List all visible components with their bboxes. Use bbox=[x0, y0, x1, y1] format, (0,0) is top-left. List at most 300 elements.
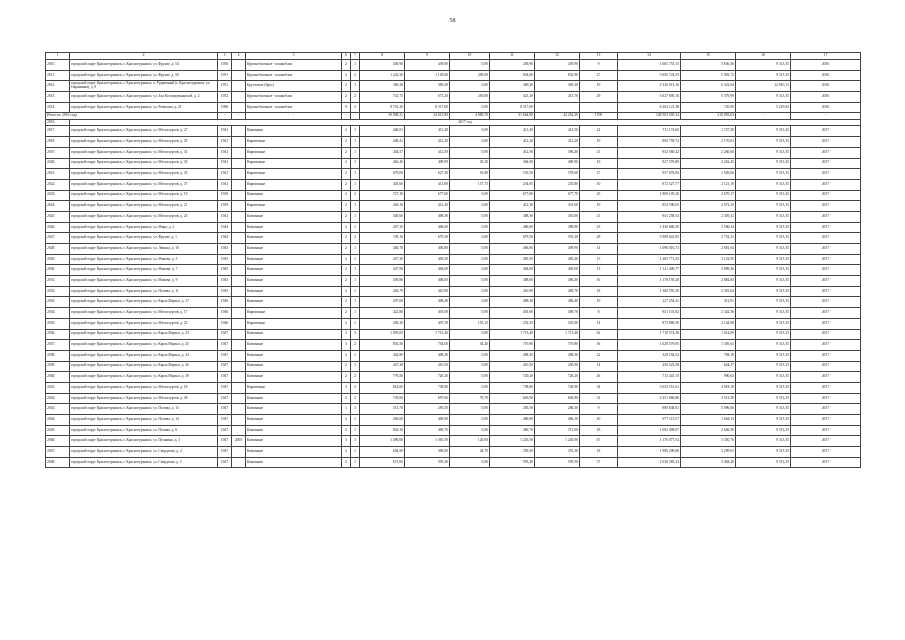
cell-en: 1 bbox=[351, 126, 360, 137]
cell-addr: городской округ Краснотурьинск, г. Краснотурьинск, ул. Карла Маркса, д. 25 bbox=[70, 340, 218, 351]
cell-yr: 2016 bbox=[791, 102, 861, 113]
cell-y2 bbox=[232, 244, 246, 255]
cell-n: 2024. bbox=[46, 201, 70, 212]
cell-yr: 2017 bbox=[791, 425, 861, 436]
cell-a2: 697,60 bbox=[405, 393, 450, 404]
cell-cost: 2 026 583,23 bbox=[618, 457, 681, 468]
cell-mat: Каменные bbox=[246, 233, 342, 244]
cell-yr: 2016 bbox=[791, 92, 861, 103]
cell-a5: 286,30 bbox=[535, 404, 580, 415]
cell-a5: 719,80 bbox=[535, 340, 580, 351]
total-cell-d2: ‐ bbox=[232, 113, 246, 120]
cell-p: 18 bbox=[580, 286, 618, 297]
table-row bbox=[46, 415, 861, 426]
table-row bbox=[46, 233, 861, 244]
cell-addr: городской округ Краснотурьинск, г. Краснотурьинск, ул. Металлургов, д. 29 bbox=[70, 137, 218, 148]
total-cell-d4: ‐ bbox=[342, 113, 351, 120]
cell-n: 2043. bbox=[46, 404, 70, 415]
cell-n: 2010. bbox=[46, 60, 70, 71]
cell-addr: городской округ Краснотурьинск, г. Краснотурьинск, ул. Попова, д. 13 bbox=[70, 404, 218, 415]
cell-n: 2018. bbox=[46, 137, 70, 148]
cell-addr: городской округ Краснотурьинск, г. Краснотурьинск, ул. Фрунзе, д. 1 bbox=[70, 233, 218, 244]
year-row-number: 2016. bbox=[46, 120, 70, 126]
cell-en: 1 bbox=[351, 447, 360, 458]
cell-a2: 369,20 bbox=[405, 81, 450, 92]
cell-yr: 2017 bbox=[791, 211, 861, 222]
cell-n: 2020. bbox=[46, 158, 70, 169]
cell-addr: городской округ Краснотурьинск, г. Краснотурьинск, ул. Металлургов, д. 23 bbox=[70, 211, 218, 222]
cell-addr: городской округ Краснотурьинск, г. Краснотурьинск, ул. Зои Космодемьянской, д. 2 bbox=[70, 92, 218, 103]
cell-a4: 254,05 bbox=[490, 179, 535, 190]
cell-a3: 0,00 bbox=[450, 329, 490, 340]
cell-a2: 469,70 bbox=[405, 425, 450, 436]
total-cell-a1: 39 098,21 bbox=[360, 113, 405, 120]
cell-cost: 941 101,82 bbox=[618, 308, 681, 319]
cell-mat: Кирпичные bbox=[246, 158, 342, 169]
cell-en: 1 bbox=[351, 286, 360, 297]
table-row bbox=[46, 81, 861, 92]
header-cell: 4 bbox=[232, 53, 246, 60]
cell-a3: 0,00 bbox=[450, 126, 490, 137]
cell-n: 2012. bbox=[46, 81, 70, 92]
cell-en: 3 bbox=[351, 393, 360, 404]
header-cell: 16 bbox=[736, 53, 791, 60]
cell-a3: 157,75 bbox=[450, 179, 490, 190]
cell-mat: Каменные bbox=[246, 425, 342, 436]
table-row bbox=[46, 361, 861, 372]
total-cell-d1: ‐ bbox=[218, 113, 232, 120]
cell-fl: 2 bbox=[342, 308, 351, 319]
cell-en: 1 bbox=[351, 137, 360, 148]
cell-y2 bbox=[232, 350, 246, 361]
cell-en: 1 bbox=[351, 222, 360, 233]
cell-yr: 2017 bbox=[791, 222, 861, 233]
cell-fl: 2 bbox=[342, 60, 351, 71]
total-cell-spec: 210 093,63 bbox=[681, 113, 736, 120]
cell-max: 9 313,35 bbox=[736, 318, 791, 329]
cell-mat: Каменные bbox=[246, 254, 342, 265]
cell-fl: 2 bbox=[342, 92, 351, 103]
cell-a4: 720,20 bbox=[490, 372, 535, 383]
cell-fl: 2 bbox=[342, 211, 351, 222]
cell-a2: 406,00 bbox=[405, 222, 450, 233]
cell-en: 3 bbox=[351, 436, 360, 447]
cell-a3: 155,15 bbox=[450, 318, 490, 329]
cell-y2 bbox=[232, 415, 246, 426]
cell-y: 1950 bbox=[218, 60, 232, 71]
cell-max: 9 313,35 bbox=[736, 286, 791, 297]
cell-a1: 440,60 bbox=[360, 211, 405, 222]
cell-max: 9 313,35 bbox=[736, 201, 791, 212]
table-row bbox=[46, 308, 861, 319]
cell-yr: 2017 bbox=[791, 415, 861, 426]
cell-yr: 2017 bbox=[791, 350, 861, 361]
header-cell: 11 bbox=[490, 53, 535, 60]
cell-en: 1 bbox=[351, 211, 360, 222]
cell-yr: 2017 bbox=[791, 447, 861, 458]
cell-max: 9 313,35 bbox=[736, 308, 791, 319]
cell-addr: городской округ Краснотурьинск, г. Краснотурьинск, ул. Металлургов, д. 33 bbox=[70, 158, 218, 169]
cell-a4: 719,80 bbox=[490, 340, 535, 351]
cell-n: 2040. bbox=[46, 372, 70, 383]
cell-a4: 421,20 bbox=[490, 92, 535, 103]
cell-fl: 2 bbox=[342, 318, 351, 329]
cell-a4: 469,70 bbox=[490, 425, 535, 436]
cell-addr: городской округ Краснотурьинск, г. Краснотурьинск, ул. Металлургов, д. 49 bbox=[70, 393, 218, 404]
cell-max: 9 313,35 bbox=[736, 361, 791, 372]
cell-a1: 437,30 bbox=[360, 254, 405, 265]
cell-y2 bbox=[232, 60, 246, 71]
cell-a2: 627,30 bbox=[405, 169, 450, 180]
cell-p: 29 bbox=[580, 92, 618, 103]
cell-max: 9 313,35 bbox=[736, 137, 791, 148]
cell-p: 22 bbox=[580, 126, 618, 137]
table-row bbox=[46, 382, 861, 393]
cell-y: 1947 bbox=[218, 372, 232, 383]
cell-fl: 2 bbox=[342, 425, 351, 436]
total-cell-label: Итого по 2016 году bbox=[46, 113, 218, 120]
cell-a5: 413,70 bbox=[535, 92, 580, 103]
cell-en: 1 bbox=[351, 350, 360, 361]
cell-yr: 2017 bbox=[791, 297, 861, 308]
cell-y: 1939 bbox=[218, 190, 232, 201]
cell-y: 1947 bbox=[218, 436, 232, 447]
cell-addr: городской округ Краснотурьинск, г. Краснотурьинск, ул. Металлургов, д. 19 bbox=[70, 190, 218, 201]
cell-a5: 389,90 bbox=[535, 222, 580, 233]
cell-addr: городской округ Краснотурьинск, г. Краснотурьинск, ул. Металлургов, д. 31 bbox=[70, 147, 218, 158]
cell-max: 9 313,35 bbox=[736, 457, 791, 468]
cell-spec: 2 260,60 bbox=[681, 147, 736, 158]
cell-n: 2029. bbox=[46, 254, 70, 265]
cell-a5: 371,00 bbox=[535, 425, 580, 436]
cell-fl: 2 bbox=[342, 190, 351, 201]
cell-fl: 1 bbox=[342, 404, 351, 415]
cell-max: 9 313,35 bbox=[736, 211, 791, 222]
cell-y: 1945 bbox=[218, 254, 232, 265]
cell-cost: 1 665 753,15 bbox=[618, 60, 681, 71]
cell-a4: 738,80 bbox=[490, 382, 535, 393]
cell-a2: 1 365,50 bbox=[405, 436, 450, 447]
cell-a4: 412,30 bbox=[490, 201, 535, 212]
cell-a4: 626,90 bbox=[490, 393, 535, 404]
cell-spec: 5 002,72 bbox=[681, 70, 736, 81]
cell-a3: 0,00 bbox=[450, 222, 490, 233]
total-row bbox=[46, 113, 861, 120]
cell-cost: 3 633 551,61 bbox=[618, 382, 681, 393]
cell-y2 bbox=[232, 81, 246, 92]
cell-en: 1 bbox=[351, 179, 360, 190]
cell-fl: 2 bbox=[342, 297, 351, 308]
cell-mat: Крупноблочные ‐ шлакоблок bbox=[246, 60, 342, 71]
cell-max: 12 010,13 bbox=[736, 81, 791, 92]
table-row bbox=[46, 147, 861, 158]
cell-n: 2017. bbox=[46, 126, 70, 137]
cell-a5: 1 713,40 bbox=[535, 329, 580, 340]
cell-a2: 410,90 bbox=[405, 286, 450, 297]
cell-a4: 369,20 bbox=[490, 81, 535, 92]
cell-a1: 311,70 bbox=[360, 404, 405, 415]
cell-y: 1945 bbox=[218, 276, 232, 287]
cell-y: 1941 bbox=[218, 158, 232, 169]
cell-yr: 2017 bbox=[791, 254, 861, 265]
cell-y2 bbox=[232, 340, 246, 351]
cell-en: 1 bbox=[351, 201, 360, 212]
cell-max: 9 313,35 bbox=[736, 60, 791, 71]
cell-cost: 1 265 771,43 bbox=[618, 254, 681, 265]
cell-a5: 369,20 bbox=[535, 81, 580, 92]
cell-a3: 0,00 bbox=[450, 233, 490, 244]
cell-spec: 6 322,64 bbox=[681, 81, 736, 92]
table-row bbox=[46, 70, 861, 81]
cell-n: 2023. bbox=[46, 190, 70, 201]
cell-addr: городской округ Краснотурьинск, г. Краснотурьинск, ул. Свердлова, д. 5 bbox=[70, 457, 218, 468]
housing-table-container bbox=[45, 52, 860, 468]
cell-a1: 741,75 bbox=[360, 92, 405, 103]
cell-cost: 677 115,57 bbox=[618, 415, 681, 426]
cell-a1: 422,80 bbox=[360, 308, 405, 319]
cell-n: 2041. bbox=[46, 382, 70, 393]
cell-fl: 2 bbox=[342, 126, 351, 137]
table-row bbox=[46, 276, 861, 287]
header-cell: 9 bbox=[405, 53, 450, 60]
cell-a5: 406,30 bbox=[535, 276, 580, 287]
cell-a2: 408,30 bbox=[405, 211, 450, 222]
cell-a4: 406,80 bbox=[490, 244, 535, 255]
cell-fl: 2 bbox=[342, 372, 351, 383]
cell-a4: 406,90 bbox=[490, 415, 535, 426]
cell-n: 2048. bbox=[46, 457, 70, 468]
cell-y2 bbox=[232, 308, 246, 319]
cell-a1: 842,10 bbox=[360, 425, 405, 436]
cell-a1: 443,79 bbox=[360, 286, 405, 297]
cell-y: 1939 bbox=[218, 201, 232, 212]
cell-addr: городской округ Краснотурьинск, г. Краснотурьинск, ул. Карла Маркса, д. 36 bbox=[70, 361, 218, 372]
cell-addr: городской округ Краснотурьинск, г. Краснотурьинск, ул. Карла Маркса, д. 34 bbox=[70, 350, 218, 361]
cell-a3: 0,00 bbox=[450, 350, 490, 361]
cell-yr: 2017 bbox=[791, 169, 861, 180]
cell-a2: 406,90 bbox=[405, 415, 450, 426]
cell-a2: 409,99 bbox=[405, 158, 450, 169]
cell-fl: 3 bbox=[342, 436, 351, 447]
cell-a4: 535,50 bbox=[490, 169, 535, 180]
cell-y: 1941 bbox=[218, 179, 232, 190]
cell-a3: 0,00 bbox=[450, 457, 490, 468]
table-row bbox=[46, 340, 861, 351]
cell-a1: 835,50 bbox=[360, 340, 405, 351]
cell-max: 9 313,35 bbox=[736, 265, 791, 276]
cell-mat: Кирпичные bbox=[246, 137, 342, 148]
cell-a4: 408,30 bbox=[490, 350, 535, 361]
cell-a3: 0,00 bbox=[450, 276, 490, 287]
cell-a4: 285,50 bbox=[490, 404, 535, 415]
table-row bbox=[46, 286, 861, 297]
cell-a3: 0,00 bbox=[450, 372, 490, 383]
cell-yr: 2016 bbox=[791, 81, 861, 92]
cell-spec: 2 262,45 bbox=[681, 158, 736, 169]
cell-spec: 5 379,99 bbox=[681, 92, 736, 103]
cell-fl: 2 bbox=[342, 286, 351, 297]
header-cell: 7 bbox=[351, 53, 360, 60]
cell-fl: 2 bbox=[342, 201, 351, 212]
cell-a1: 439,20 bbox=[360, 318, 405, 329]
cell-yr: 2016 bbox=[791, 70, 861, 81]
cell-y2 bbox=[232, 372, 246, 383]
cell-a2: 412,20 bbox=[405, 137, 450, 148]
cell-cost: 713 441,15 bbox=[618, 372, 681, 383]
cell-a1: 745,60 bbox=[360, 393, 405, 404]
cell-p: 14 bbox=[580, 244, 618, 255]
cell-en: 1 bbox=[351, 318, 360, 329]
header-cell: 13 bbox=[580, 53, 618, 60]
cell-p: 13 bbox=[580, 265, 618, 276]
cell-a4: 1 245,50 bbox=[490, 436, 535, 447]
cell-max: 9 313,35 bbox=[736, 447, 791, 458]
cell-addr: городской округ Краснотурьинск, г. Краснотурьинск, ул. Попова, д. 11 bbox=[70, 286, 218, 297]
cell-a4: 359,30 bbox=[490, 447, 535, 458]
cell-a5: 255,80 bbox=[535, 179, 580, 190]
cell-yr: 2017 bbox=[791, 329, 861, 340]
cell-cost: 1 028 579,05 bbox=[618, 340, 681, 351]
cell-cost: 320 184,52 bbox=[618, 350, 681, 361]
cell-en: 2 bbox=[351, 233, 360, 244]
cell-yr: 2017 bbox=[791, 201, 861, 212]
cell-a2: 679,50 bbox=[405, 233, 450, 244]
cell-y2 bbox=[232, 201, 246, 212]
cell-a4: 406,00 bbox=[490, 222, 535, 233]
cell-n: 2034. bbox=[46, 308, 70, 319]
cell-yr: 2017 bbox=[791, 436, 861, 447]
cell-n: 2046. bbox=[46, 436, 70, 447]
cell-y2 bbox=[232, 254, 246, 265]
cell-cost: 932 560,42 bbox=[618, 147, 681, 158]
header-cell: 14 bbox=[618, 53, 681, 60]
cell-a3: 0,00 bbox=[450, 382, 490, 393]
cell-a3: 0,00 bbox=[450, 415, 490, 426]
table-row bbox=[46, 265, 861, 276]
cell-max: 9 313,35 bbox=[736, 126, 791, 137]
cell-y: 1947 bbox=[218, 457, 232, 468]
cell-y2 bbox=[232, 169, 246, 180]
cell-mat: Каменные bbox=[246, 372, 342, 383]
cell-y2 bbox=[232, 447, 246, 458]
cell-mat: Кирпичные bbox=[246, 318, 342, 329]
cell-spec: 2 899,36 bbox=[681, 265, 736, 276]
cell-y2 bbox=[232, 190, 246, 201]
cell-n: 2026. bbox=[46, 222, 70, 233]
cell-spec: 2 170,63 bbox=[681, 137, 736, 148]
table-row bbox=[46, 169, 861, 180]
cell-fl: 2 bbox=[342, 415, 351, 426]
cell-cost: 1 092 499,07 bbox=[618, 425, 681, 436]
cell-mat: Каменные bbox=[246, 436, 342, 447]
cell-mat: Каменные bbox=[246, 222, 342, 233]
cell-y2 bbox=[232, 329, 246, 340]
cell-en: 1 bbox=[351, 276, 360, 287]
total-cell-a2: 34 613,80 bbox=[405, 113, 450, 120]
cell-a5: 410,00 bbox=[535, 211, 580, 222]
cell-spec: 1 395,61 bbox=[681, 340, 736, 351]
cell-max: 9 313,35 bbox=[736, 70, 791, 81]
cell-yr: 2017 bbox=[791, 158, 861, 169]
table-row bbox=[46, 393, 861, 404]
cell-a2: 754,00 bbox=[405, 340, 450, 351]
cell-y2 bbox=[232, 179, 246, 190]
table-row bbox=[46, 102, 861, 113]
table-row bbox=[46, 179, 861, 190]
cell-y2 bbox=[232, 233, 246, 244]
header-cell: 15 bbox=[681, 53, 736, 60]
cell-a4: 834,00 bbox=[490, 70, 535, 81]
cell-en: 1 bbox=[351, 308, 360, 319]
cell-p: 8 bbox=[580, 308, 618, 319]
cell-yr: 2017 bbox=[791, 147, 861, 158]
cell-n: 2013. bbox=[46, 92, 70, 103]
cell-addr: городской округ Краснотурьинск, г. Краснотурьинск, ул. Пушкина, д. 2 bbox=[70, 436, 218, 447]
cell-spec: 5 752,31 bbox=[681, 233, 736, 244]
cell-y: 1947 bbox=[218, 425, 232, 436]
cell-cost: 2 451 066,86 bbox=[618, 393, 681, 404]
cell-fl: 2 bbox=[342, 254, 351, 265]
cell-cost: 3 627 695,16 bbox=[618, 92, 681, 103]
cell-yr: 2017 bbox=[791, 265, 861, 276]
cell-spec: 312,01 bbox=[681, 297, 736, 308]
cell-a1: 604,90 bbox=[360, 447, 405, 458]
cell-a1: 445,10 bbox=[360, 201, 405, 212]
cell-a4: 412,20 bbox=[490, 137, 535, 148]
table-row bbox=[46, 254, 861, 265]
cell-n: 2037. bbox=[46, 340, 70, 351]
table-row bbox=[46, 92, 861, 103]
cell-p: 22 bbox=[580, 350, 618, 361]
cell-max: 9 313,35 bbox=[736, 297, 791, 308]
cell-en: 2 bbox=[351, 372, 360, 383]
cell-a5: 1 245,00 bbox=[535, 436, 580, 447]
cell-y2 bbox=[232, 92, 246, 103]
cell-a5: 405,40 bbox=[535, 254, 580, 265]
cell-y2 bbox=[232, 318, 246, 329]
cell-a1: 437,60 bbox=[360, 297, 405, 308]
cell-cost: 1 809 105,30 bbox=[618, 190, 681, 201]
cell-addr: городской округ Краснотурьинск, г. Краснотурьинск, ул. Карла Маркса, д. 39 bbox=[70, 372, 218, 383]
cell-y2: 2005 bbox=[232, 436, 246, 447]
cell-a1: 436,60 bbox=[360, 415, 405, 426]
cell-max: 9 313,35 bbox=[736, 372, 791, 383]
header-cell: 2 bbox=[70, 53, 218, 60]
cell-a3: 250,00 bbox=[450, 92, 490, 103]
cell-a4: 679,50 bbox=[490, 233, 535, 244]
cell-a2: 677,60 bbox=[405, 190, 450, 201]
cell-yr: 2017 bbox=[791, 318, 861, 329]
cell-yr: 2017 bbox=[791, 404, 861, 415]
cell-a1: 440,70 bbox=[360, 244, 405, 255]
cell-p: 19 bbox=[580, 137, 618, 148]
table-row bbox=[46, 222, 861, 233]
cell-fl: 2 bbox=[342, 222, 351, 233]
header-cell: 1 bbox=[46, 53, 70, 60]
cell-n: 2030. bbox=[46, 265, 70, 276]
cell-y2 bbox=[232, 404, 246, 415]
cell-a2: 411,40 bbox=[405, 126, 450, 137]
table-row bbox=[46, 297, 861, 308]
cell-n: 2027. bbox=[46, 233, 70, 244]
cell-cost: 872 327,77 bbox=[618, 179, 681, 190]
cell-fl: 2 bbox=[342, 265, 351, 276]
cell-n: 2047. bbox=[46, 447, 70, 458]
cell-yr: 2017 bbox=[791, 393, 861, 404]
cell-en: 3 bbox=[351, 102, 360, 113]
cell-y: 1941 bbox=[218, 126, 232, 137]
cell-n: 2042. bbox=[46, 393, 70, 404]
